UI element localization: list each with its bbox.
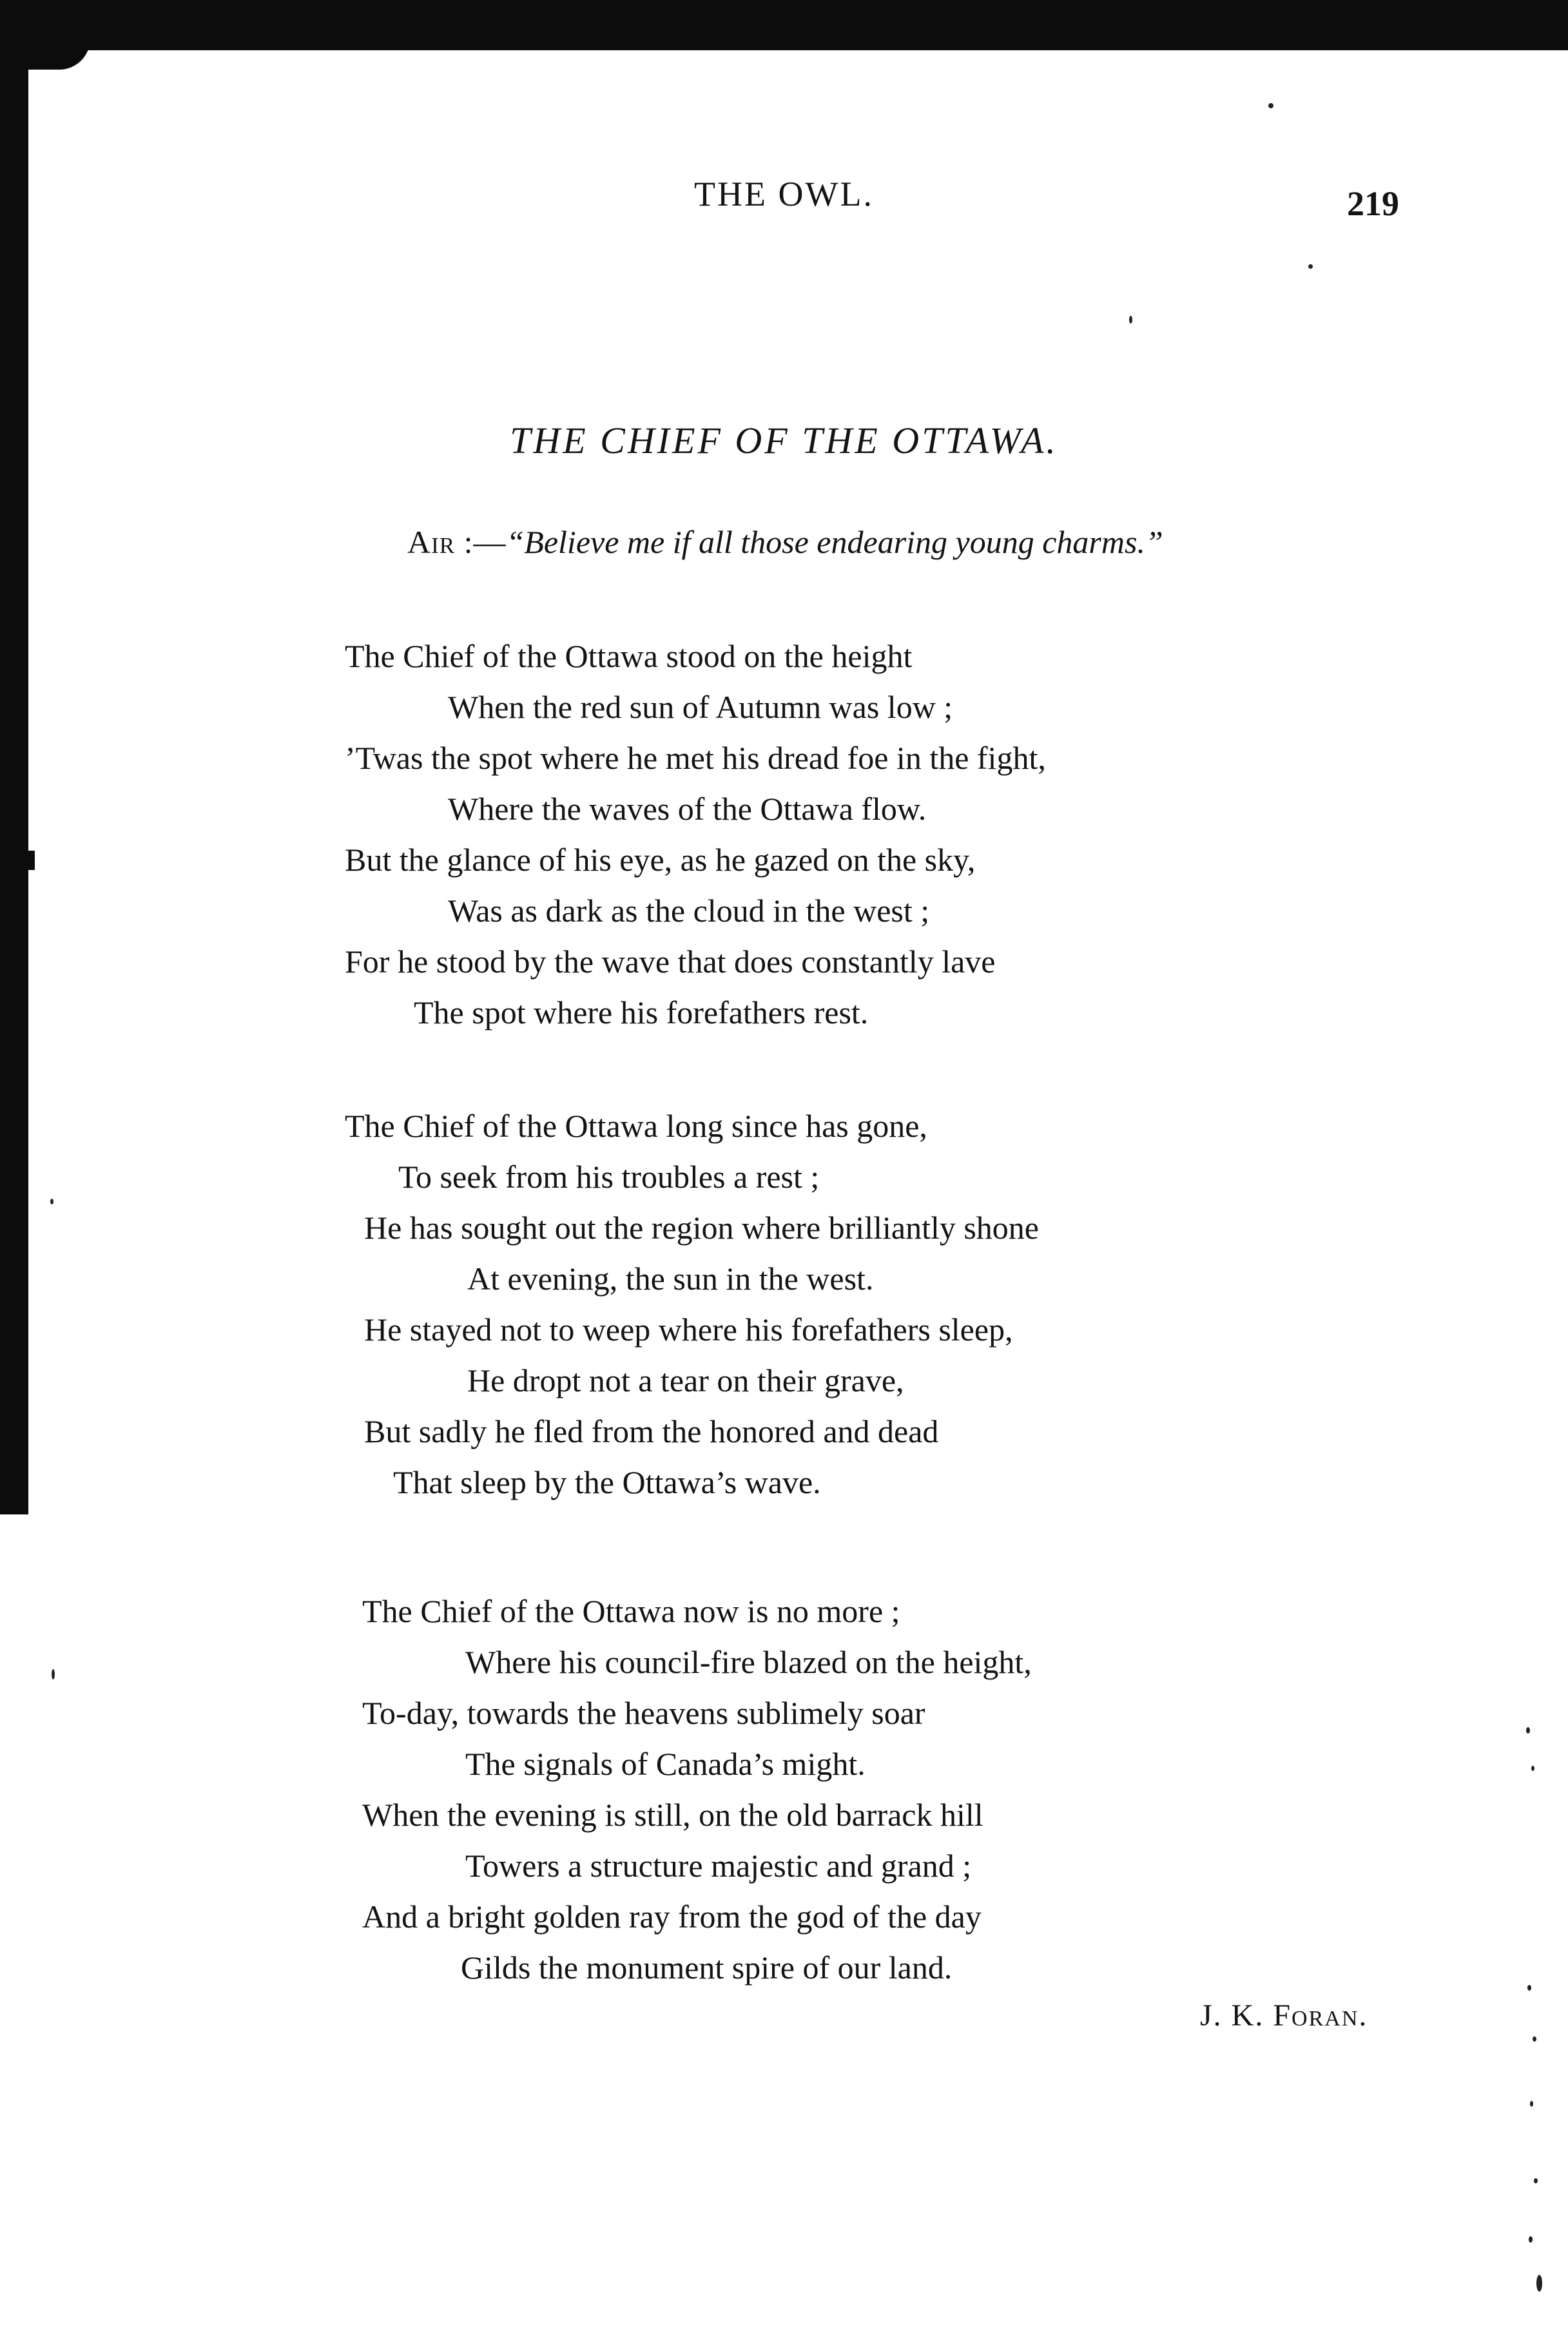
left-scan-border-notch — [26, 851, 35, 870]
verse-line: For he stood by the wave that does constantly lave — [345, 943, 996, 980]
scan-speck — [1527, 1985, 1531, 1991]
scan-speck — [50, 1199, 53, 1204]
verse-line: He dropt not a tear on their grave, — [467, 1362, 904, 1398]
verse-line: Towers a structure majestic and grand ; — [465, 1848, 972, 1884]
air-tune: “Believe me if all those endearing young charms.” — [506, 524, 1163, 560]
scan-speck — [1526, 1727, 1530, 1734]
verse-line: The spot where his forefathers rest. — [414, 994, 869, 1030]
verse-line: The Chief of the Ottawa long since has gone, — [345, 1108, 927, 1144]
verse-line: But sadly he fled from the honored and dead — [364, 1413, 939, 1449]
verse-line: When the red sun of Autumn was low ; — [448, 689, 953, 725]
verse-line: The Chief of the Ottawa now is no more ; — [362, 1593, 900, 1629]
verse-line: Gilds the monument spire of our land. — [461, 1949, 953, 1986]
verse-line: The Chief of the Ottawa stood on the height — [345, 638, 913, 674]
verse-line: To seek from his troubles a rest ; — [398, 1159, 820, 1195]
verse-line: And a bright golden ray from the god of the day — [362, 1899, 982, 1935]
verse-line: Where his council-fire blazed on the height, — [465, 1644, 1032, 1680]
verse-line: He stayed not to weep where his forefathers sleep, — [364, 1311, 1013, 1348]
left-scan-border — [0, 45, 28, 1514]
verse-line: Was as dark as the cloud in the west ; — [448, 893, 930, 929]
author-signature: J. K. Foran. — [1200, 1998, 1368, 2033]
poem-title: THE CHIEF OF THE OTTAWA. — [510, 420, 1058, 461]
scan-speck — [52, 1669, 55, 1679]
scan-speck — [1268, 103, 1273, 108]
running-head: THE OWL. — [694, 175, 874, 213]
scan-speck — [1529, 2236, 1533, 2243]
verse-line: When the evening is still, on the old barrack hill — [362, 1797, 983, 1833]
page-number: 219 — [1347, 184, 1399, 223]
air-label: Air :— — [407, 524, 507, 560]
scan-speck — [1129, 316, 1132, 324]
scan-speck — [1308, 264, 1313, 269]
air-attribution — [407, 523, 1163, 561]
verse-line: ’Twas the spot where he met his dread foe in the fight, — [345, 740, 1046, 776]
scan-speck — [1534, 2178, 1538, 2183]
verse-line: To-day, towards the heavens sublimely soar — [362, 1695, 925, 1731]
scan-speck — [1531, 1766, 1534, 1771]
verse-line: That sleep by the Ottawa’s wave. — [393, 1464, 821, 1500]
verse-line: The signals of Canada’s might. — [465, 1746, 866, 1782]
verse-line: At evening, the sun in the west. — [467, 1261, 874, 1297]
verse-line: But the glance of his eye, as he gazed on the sky, — [345, 842, 976, 878]
scan-speck — [1536, 2275, 1542, 2292]
top-scan-border — [0, 0, 1568, 50]
verse-line: Where the waves of the Ottawa flow. — [448, 791, 927, 827]
scan-speck — [1530, 2101, 1533, 2107]
verse-line: He has sought out the region where brilliantly shone — [364, 1210, 1039, 1246]
scan-speck — [1533, 2036, 1536, 2042]
